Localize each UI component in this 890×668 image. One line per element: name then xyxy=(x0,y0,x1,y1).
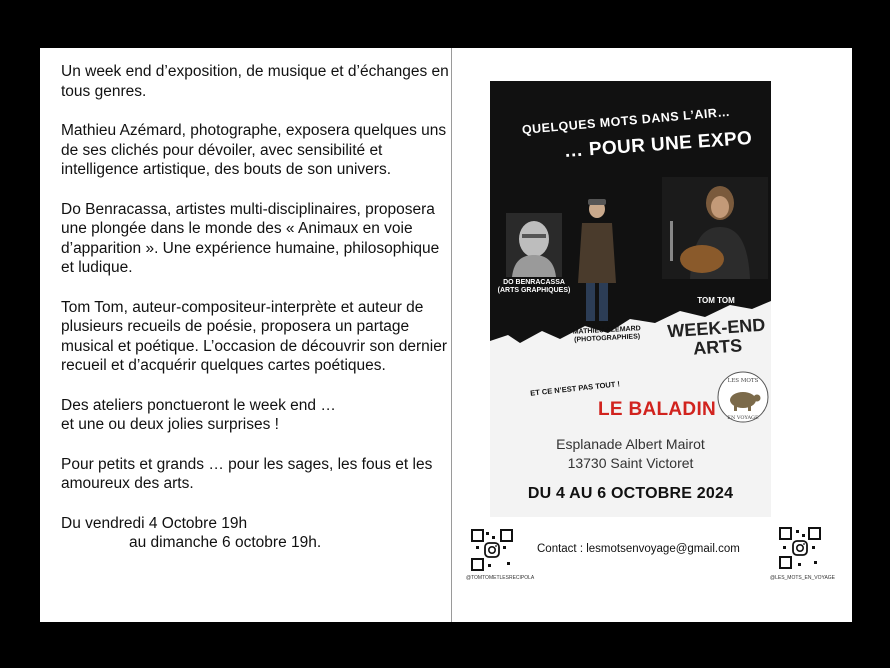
photographer-paragraph: Mathieu Azémard, photographe, exposera quelques uns de ses clichés pour dévoiler, avec sensibilité et intelligence artistique, des bouts de son univers. xyxy=(61,122,447,178)
workshops-paragraph xyxy=(61,396,449,435)
qr-left-caption: @TOMTOMETLESRECIPOLA xyxy=(466,575,535,581)
workshops-line: Des ateliers ponctueront le week end … xyxy=(61,396,336,414)
les-mots-en-voyage-logo xyxy=(716,367,770,427)
artist-photo-mathieu-azemard xyxy=(574,193,620,323)
weekend-arts-line-2: ARTS xyxy=(692,335,743,359)
weekend-arts-line-1: WEEK-END xyxy=(666,314,766,342)
schedule-end: au dimanche 6 octobre 19h. xyxy=(129,534,322,551)
intro-paragraph: Un week end d’exposition, de musique et d’échanges en tous genres. xyxy=(61,63,449,100)
logo-text-top: LES MOTS xyxy=(727,378,759,384)
teaser-text: ET CE N’EST PAS TOUT ! xyxy=(529,379,621,398)
event-dates: DU 4 AU 6 OCTOBRE 2024 xyxy=(527,485,734,502)
artist-photo-tom-tom xyxy=(662,177,768,279)
surprises-line: et une ou deux jolies surprises ! xyxy=(61,416,279,433)
artist-paragraph: Do Benracassa, artistes multi-disciplinaires, proposera une plongée dans le monde des « Animaux en voie d’apparition ». Une expérience humaine, philosophique et ludique. xyxy=(61,200,440,276)
artist-1-name: DO BENRACASSA xyxy=(503,279,565,286)
flyer-card xyxy=(40,48,852,622)
schedule-paragraph xyxy=(61,514,449,534)
address-line-2: 13730 Saint Victoret xyxy=(567,455,694,471)
logo-text-bottom: EN VOYAGE xyxy=(727,415,759,421)
artist-2-role: (PHOTOGRAPHIES) xyxy=(574,333,641,344)
artist-2-name: MATHIEU AZEMARD xyxy=(572,325,641,336)
audience-paragraph: Pour petits et grands … pour les sages, les fous et les amoureux des arts. xyxy=(61,455,433,492)
artist-3-name: TOM TOM xyxy=(697,296,735,305)
address-line-1: Esplanade Albert Mairot xyxy=(556,436,705,452)
musician-paragraph: Tom Tom, auteur-compositeur-interprète et auteur de plusieurs recueils de poésie, proposera un partage musical et poétique. L’occasion de découvrir son dernier recueil et d’acquérir quelques cartes poétiques. xyxy=(61,298,448,374)
artist-1-role: (ARTS GRAPHIQUES) xyxy=(497,287,571,294)
fold-divider xyxy=(451,48,452,622)
qr-code-right[interactable] xyxy=(778,526,822,570)
contact-email[interactable]: Contact : lesmotsenvoyage@gmail.com xyxy=(537,543,740,555)
description-text xyxy=(61,62,449,573)
poster-title: … POUR UNE EXPO xyxy=(563,127,753,162)
qr-right-caption: @LES_MOTS_EN_VOYAGE xyxy=(770,575,836,581)
event-poster xyxy=(490,81,771,517)
schedule-start: Du vendredi 4 Octobre 19h xyxy=(61,514,248,532)
artist-photo-do-benracassa xyxy=(506,213,562,277)
venue-name: LE BALADIN xyxy=(598,399,717,420)
poster-subtitle: QUELQUES MOTS DANS L’AIR… xyxy=(521,104,731,137)
qr-code-left[interactable] xyxy=(470,528,514,572)
